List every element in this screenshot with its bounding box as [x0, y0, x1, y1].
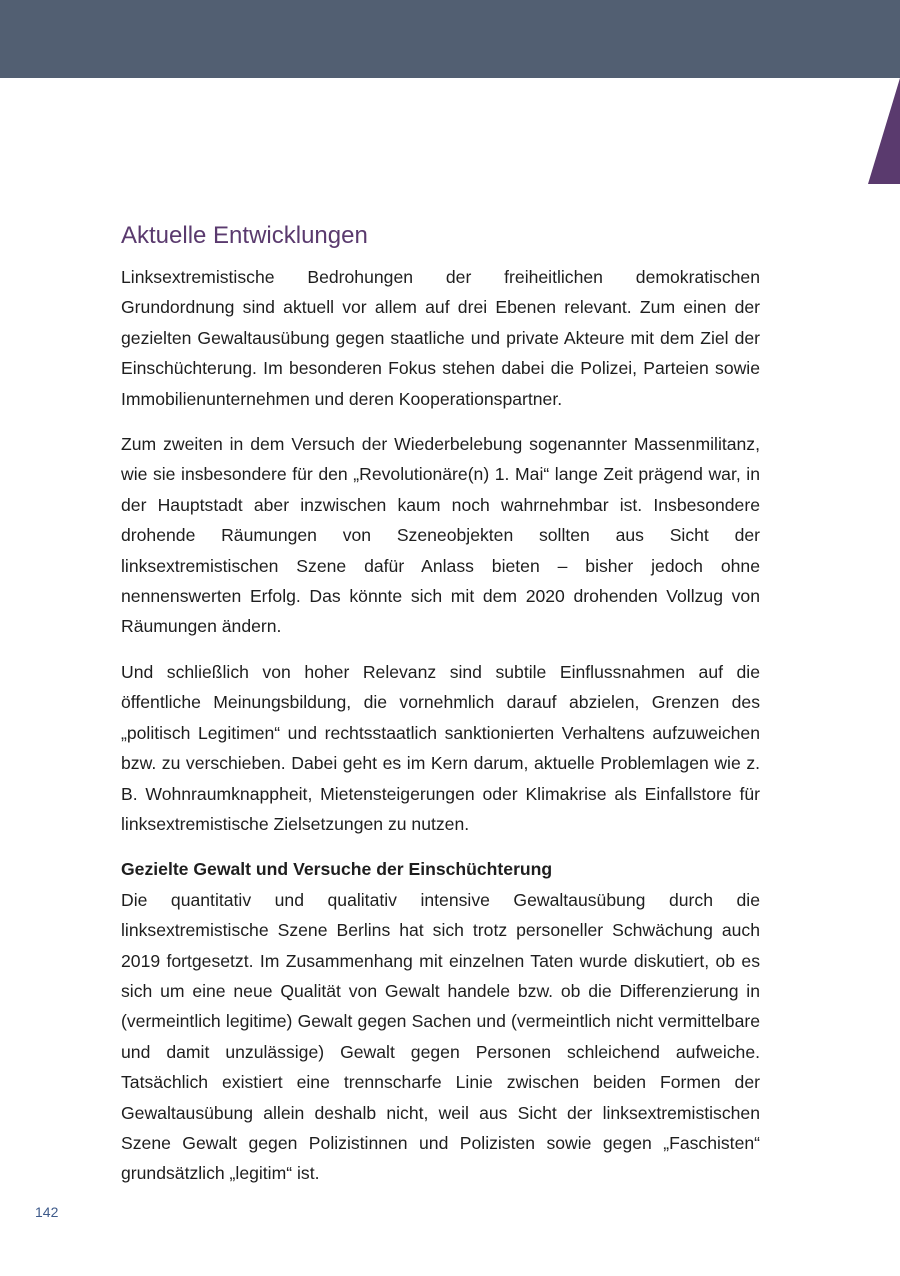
paragraph: Die quantitativ und qualitativ intensive Gewaltausübung durch die linksextremistische Szene Berlins hat sich trotz personeller Schwächung auch 2019 fortgesetzt. Im Zusammenhang mit einzelnen Taten wurde diskutiert, ob es sich um eine neue Qualität von Gewalt handele bzw. ob die Differenzierung in (vermeintlich legitime) Gewalt gegen Sachen und (vermeintlich nicht vermittelbare und damit unzulässige) Gewalt gegen Personen schleichend aufweiche. Tatsächlich existiert eine trennscharfe Linie zwischen beiden Formen der Gewaltausübung allein deshalb nicht, weil aus Sicht der linksextremistischen Szene Gewalt gegen Polizistinnen und Polizisten sowie gegen „Faschisten“ grundsätzlich „legitim“ ist. [121, 889, 760, 1184]
section-heading: Aktuelle Entwicklungen [121, 222, 368, 249]
paragraph: Zum zweiten in dem Versuch der Wiederbelebung sogenannter Massenmilitanz, wie sie insbesondere für den „Revolutionäre(n) 1. Mai“ lange Zeit prägend war, in der Hauptstadt aber inzwischen kaum noch wahrnehmbar ist. Insbesondere drohende Räumungen von Szeneobjekten sollten aus Sicht der linksextremistischen Szene dafür Anlass bieten – bisher jedoch ohne nennenswerten Erfolg. Das könnte sich mit dem 2020 drohenden Vollzug von Räumungen ändern. [121, 434, 760, 637]
page-number: 142 [35, 1204, 59, 1220]
paragraph: Linksextremistische Bedrohungen der freiheitlichen demokratischen Grundordnung sind aktuell vor allem auf drei Ebenen relevant. Zum einen der gezielten Gewaltausübung gegen staatliche und private Akteure mit dem Ziel der Einschüchterung. Im besonderen Fokus stehen dabei die Polizei, Parteien sowie Immobilienunternehmen und deren Kooperationspartner. [121, 267, 760, 409]
corner-tab-decoration [868, 78, 900, 184]
top-banner [0, 0, 900, 78]
subsection-heading: Gezielte Gewalt und Versuche der Einschüchterung [121, 859, 553, 880]
paragraph: Und schließlich von hoher Relevanz sind subtile Einflussnahmen auf die öffentliche Meinungsbildung, die vornehmlich darauf abzielen, Grenzen des „politisch Legitimen“ und rechtsstaatlich sanktionierten Verhaltens aufzuweichen bzw. zu verschieben. Dabei geht es im Kern darum, aktuelle Problemlagen wie z. B. Wohnraumknappheit, Mietensteigerungen oder Klimakrise als Einfallstore für linksextremistische Zielsetzungen zu nutzen. [121, 661, 760, 834]
page-content [121, 218, 760, 1189]
